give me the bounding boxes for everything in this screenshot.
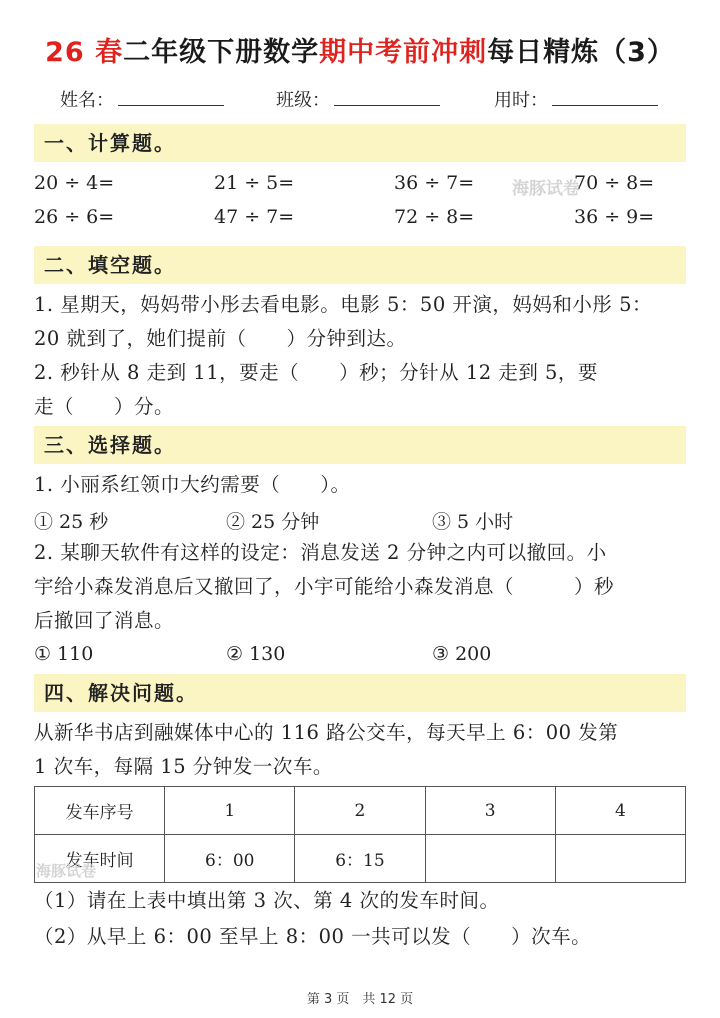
class-blank[interactable] (334, 87, 440, 106)
choice-question-2-line-3: 后撤回了消息。 (34, 609, 175, 632)
bus-schedule-table (34, 786, 686, 883)
choice-option[interactable]: ② 25 分钟 (226, 511, 320, 533)
section-heading-fill-blank: 二、填空题。 (34, 246, 686, 284)
table-answer-cell[interactable] (425, 835, 555, 883)
table-cell: 3 (425, 787, 555, 835)
choice-question-1: 1. 小丽系红领巾大约需要（ ）。 (34, 473, 351, 496)
choice-option[interactable]: ① 25 秒 (34, 511, 109, 533)
class-label: 班级： (276, 90, 330, 111)
fill-question-2-line-1: 2. 秒针从 8 走到 11，要走（ ）秒；分针从 12 走到 5，要 (34, 361, 598, 384)
time-field (494, 86, 658, 112)
choice-option[interactable]: ② 130 (226, 643, 286, 665)
title-season: 26 春 (45, 37, 124, 68)
name-field (60, 86, 224, 112)
name-blank[interactable] (118, 87, 224, 106)
table-header-cell: 发车序号 (35, 787, 165, 835)
class-field (276, 86, 440, 112)
title-grade: 二年级下册数学 (123, 37, 320, 68)
title-exam: 期中考前冲刺 (319, 37, 488, 68)
fill-question-2-line-2: 走（ ）分。 (34, 395, 175, 418)
calc-problem: 72 ÷ 8= (394, 206, 475, 228)
page-title (0, 30, 720, 69)
calc-problem: 21 ÷ 5= (214, 172, 295, 194)
title-daily: 每日精炼（3） (487, 37, 675, 68)
watermark: 海豚试卷 (36, 862, 97, 880)
table-row (35, 835, 686, 883)
fill-question-1-line-1: 1. 星期天，妈妈带小彤去看电影。电影 5：50 开演，妈妈和小彤 5： (34, 293, 653, 316)
table-cell: 4 (555, 787, 685, 835)
calc-problem: 70 ÷ 8= (574, 172, 655, 194)
table-header-cell: 发车时间 (35, 835, 165, 883)
table-row (35, 787, 686, 835)
table-cell: 2 (295, 787, 425, 835)
choice-option[interactable]: ① 110 (34, 643, 94, 665)
section-heading-calculation: 一、计算题。 (34, 124, 686, 162)
watermark: 海豚试卷 (512, 179, 580, 199)
sub-question-1: （1）请在上表中填出第 3 次、第 4 次的发车时间。 (34, 889, 500, 912)
section-heading-problem-solving: 四、解决问题。 (34, 674, 686, 712)
choice-question-2-line-1: 2. 某聊天软件有这样的设定：消息发送 2 分钟之内可以撤回。小 (34, 541, 607, 564)
choice-question-2-line-2: 宇给小森发消息后又撤回了，小宇可能给小森发消息（ ）秒 (34, 575, 615, 598)
choice-option[interactable]: ③ 5 小时 (432, 511, 514, 533)
choice-option[interactable]: ③ 200 (432, 643, 492, 665)
calc-problem: 47 ÷ 7= (214, 206, 295, 228)
student-info-row (0, 86, 720, 112)
table-cell: 6：00 (165, 835, 295, 883)
table-cell: 1 (165, 787, 295, 835)
time-label: 用时： (494, 90, 548, 111)
calc-problem: 36 ÷ 9= (574, 206, 655, 228)
table-answer-cell[interactable] (555, 835, 685, 883)
sub-question-2: （2）从早上 6：00 至早上 8：00 一共可以发（ ）次车。 (34, 925, 592, 948)
page-footer: 第 3 页 共 12 页 (306, 992, 414, 1007)
problem-intro-line-1: 从新华书店到融媒体中心的 116 路公交车，每天早上 6：00 发第 (34, 721, 619, 744)
calc-problem: 20 ÷ 4= (34, 172, 115, 194)
problem-intro-line-2: 1 次车，每隔 15 分钟发一次车。 (34, 755, 333, 778)
section-heading-choice: 三、选择题。 (34, 426, 686, 464)
fill-question-1-line-2: 20 就到了，她们提前（ ）分钟到达。 (34, 327, 407, 350)
calc-problem: 36 ÷ 7= (394, 172, 475, 194)
table-cell: 6：15 (295, 835, 425, 883)
time-blank[interactable] (552, 87, 658, 106)
calc-problem: 26 ÷ 6= (34, 206, 115, 228)
name-label: 姓名： (60, 90, 114, 111)
